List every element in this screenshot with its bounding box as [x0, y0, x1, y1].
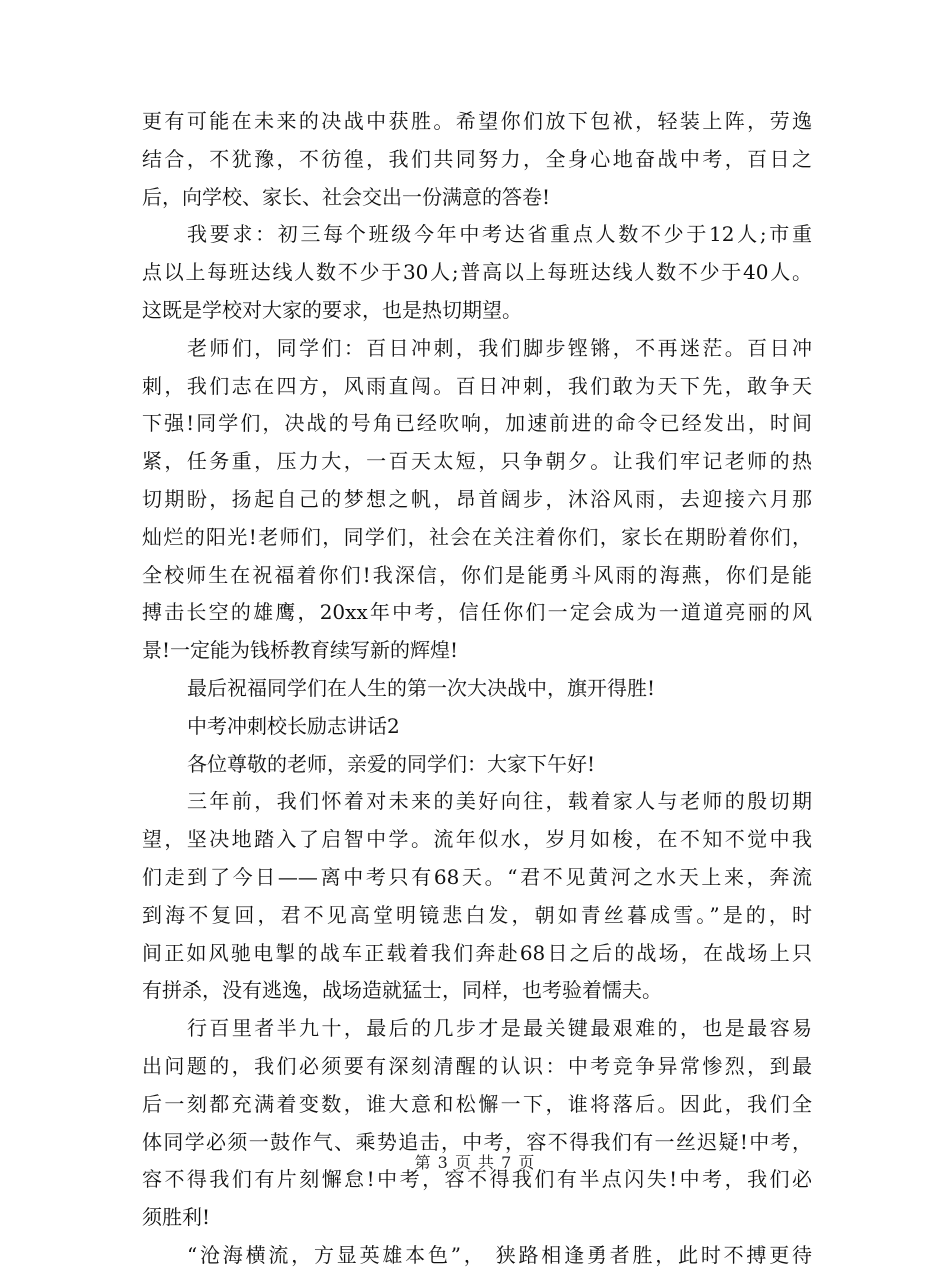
- text-line: 最后祝福同学们在人生的第一次大决战中，旗开得胜!: [187, 675, 656, 700]
- text-line: 景!一定能为钱桥教育续写新的辉煌!: [142, 638, 459, 663]
- text-line: 搏击长空的雄鹰，20xx年中考，信任你们一定会成为一道道亮丽的风: [142, 600, 812, 625]
- text-line: 们走到了今日——离中考只有68天。“君不见黄河之水天上来，奔流: [142, 864, 812, 889]
- text-line: 我要求：初三每个班级今年中考达省重点人数不少于12人;市重: [187, 222, 812, 247]
- text-line: 行百里者半九十，最后的几步才是最关键最艰难的，也是最容易: [187, 1016, 812, 1041]
- text-line: 各位尊敬的老师，亲爱的同学们：大家下午好!: [187, 751, 596, 776]
- text-line: 须胜利!: [142, 1205, 211, 1230]
- text-line: 望，坚决地踏入了启智中学。流年似水，岁月如梭，在不知不觉中我: [142, 827, 812, 852]
- text-line: 体同学必须一鼓作气、乘势追击，中考，容不得我们有一丝迟疑!中考，: [142, 1129, 812, 1154]
- text-line: 更有可能在未来的决战中获胜。希望你们放下包袱，轻装上阵，劳逸: [142, 109, 812, 133]
- text-line: 紧，任务重，压力大，一百天太短，只争朝夕。让我们牢记老师的热: [142, 449, 812, 474]
- text-line: 有拼杀，没有逃逸，战场造就猛士，同样，也考验着懦夫。: [142, 978, 662, 1003]
- text-line: 这既是学校对大家的要求，也是热切期望。: [142, 297, 522, 322]
- text-line: 后，向学校、家长、社会交出一份满意的答卷!: [142, 184, 551, 209]
- text-line: 切期盼，扬起自己的梦想之帆，昂首阔步，沐浴风雨，去迎接六月那: [142, 486, 812, 511]
- text-line: 后一刻都充满着变数，谁大意和松懈一下，谁将落后。因此，我们全: [142, 1091, 812, 1116]
- text-line: 全校师生在祝福着你们!我深信，你们是能勇斗风雨的海燕，你们是能: [142, 562, 812, 587]
- text-line: 出问题的，我们必须要有深刻清醒的认识：中考竞争异常惨烈，到最: [142, 1053, 812, 1078]
- text-line: 结合，不犹豫，不彷徨，我们共同努力，全身心地奋战中考，百日之: [142, 146, 812, 171]
- document-body: [142, 103, 812, 1275]
- text-line: 间正如风驰电掣的战车正载着我们奔赴68日之后的战场，在战场上只: [142, 940, 812, 965]
- text-line: 下强!同学们，决战的号角已经吹响，加速前进的命令已经发出，时间: [142, 411, 812, 436]
- text-line: 老师们，同学们：百日冲刺，我们脚步铿锵，不再迷茫。百日冲: [187, 335, 812, 360]
- text-line: 中考冲刺校长励志讲话2: [187, 713, 400, 738]
- page-footer: 第 3 页 共 7 页: [414, 1153, 536, 1172]
- text-line: 容不得我们有片刻懈怠!中考，容不得我们有半点闪失!中考，我们必: [142, 1167, 812, 1192]
- text-line: 刺，我们志在四方，风雨直闯。百日冲刺，我们敢为天下先，敢争天: [142, 373, 812, 398]
- text-line: 三年前，我们怀着对未来的美好向往，载着家人与老师的殷切期: [187, 789, 812, 814]
- text-line: 灿烂的阳光!老师们，同学们，社会在关注着你们，家长在期盼着你们，: [142, 524, 812, 549]
- text-line: 点以上每班达线人数不少于30人;普高以上每班达线人数不少于40人。: [142, 260, 812, 285]
- text-line: 到海不复回，君不见高堂明镜悲白发，朝如青丝暮成雪。”是的，时: [142, 902, 812, 927]
- text-line: “沧海横流，方显英雄本色”， 狭路相逢勇者胜，此时不搏更待: [187, 1242, 812, 1267]
